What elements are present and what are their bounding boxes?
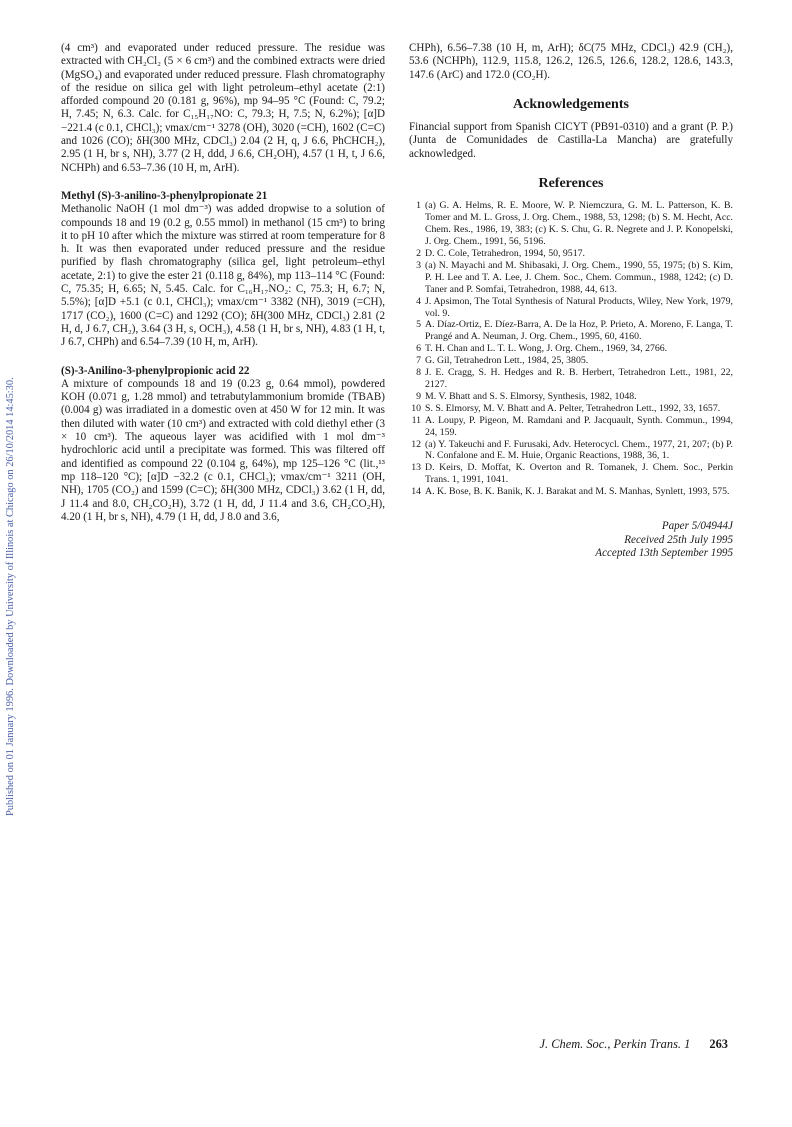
reference-item: [409, 319, 733, 343]
reference-number: 13: [411, 462, 421, 474]
reference-item: [409, 296, 733, 320]
reference-number: 9: [416, 390, 421, 402]
section-body-methyl-ester: Methanolic NaOH (1 mol dm⁻³) was added dropwise to a solution of compounds 18 and 19 (0.2 g, 0.55 mmol) in methanol (15 cm³) to bring it to pH 10 after which the mixture was stirred at room temperature for 8 h. It was then evaporated under reduced pressure and the residue purified by flash chromatography (silica gel, light petroleum–ethyl acetate, 2:1) to give the ester 21 (0.118 g, 84%), mp 113–114 °C (Found: C, 75.35; H, 6.65; N, 5.45. Calc. for C₁₆H₁₇NO₂: C, 75.3; H, 6.7; N, 5.5%); [α]D +5.1 (c 0.1, CHCl₃); νmax/cm⁻¹ 3382 (NH), 3019 (=CH), 1717 (CO₂), 1600 (C=C) and 1292 (CO); δH(300 MHz, CDCl₃) 2.81 (2 H, d, J 6.7, CH₂), 3.64 (3 H, s, OCH₃), 4.58 (1 H, br s, NH), 4.83 (1 H, t, J 6.7, CHPh) and 6.54–7.39 (10 H, m, ArH).: [61, 203, 385, 349]
reference-text: A. K. Bose, B. K. Banik, K. J. Barakat and M. S. Manhas, Synlett, 1993, 575.: [425, 486, 730, 498]
reference-text: M. V. Bhatt and S. S. Elmorsy, Synthesis, 1982, 1048.: [425, 390, 637, 402]
reference-number: 10: [411, 402, 421, 414]
reference-item: [409, 248, 733, 260]
reference-number: 6: [416, 343, 421, 355]
reference-text: S. S. Elmorsy, M. V. Bhatt and A. Pelter, Tetrahedron Lett., 1992, 33, 1657.: [425, 402, 721, 414]
reference-item: [409, 343, 733, 355]
references-heading: References: [538, 176, 604, 192]
reference-number: 12: [411, 438, 421, 450]
reference-text: A. Loupy, P. Pigeon, M. Ramdani and P. Jacquault, Synth. Commun., 1994, 24, 159.: [425, 414, 733, 438]
reference-text: (a) N. Mayachi and M. Shibasaki, J. Org. Chem., 1990, 55, 1975; (b) S. Kim, P. H. Lee and T. A. Lee, J. Chem. Soc., Chem. Commun., 1988, 1242; (c) D. Taner and P. Somfai, Tetrahedron, 1988, 44, 613.: [425, 259, 733, 295]
reference-text: T. H. Chan and L. T. L. Wong, J. Org. Chem., 1969, 34, 2766.: [425, 343, 668, 355]
reference-text: A. Díaz-Ortiz, E. Díez-Barra, A. De la Hoz, P. Prieto, A. Moreno, F. Langa, T. Prangé and A. Neuman, J. Org. Chem., 1995, 60, 4160.: [425, 319, 733, 343]
section-body-acid: A mixture of compounds 18 and 19 (0.23 g, 0.64 mmol), powdered KOH (0.071 g, 1.28 mmol) and tetrabutylammonium bromide (TBAB) (0.004 g) was irradiated in a domestic oven at 450 W for 12 min. It was then diluted with water (10 cm³) and extracted with cold diethyl ether (3 × 10 cm³). The aqueous layer was acidified with 1 mol dm⁻³ hydrochloric acid until a precipitate was formed. This was filtered off and identified as compound 22 (0.104 g, 64%), mp 125–126 °C (lit.,¹³ mp 118–120 °C); [α]D −32.2 (c 0.1, CHCl₃); νmax/cm⁻¹ 3211 (OH, NH), 1705 (CO₂) and 1599 (C=C); δH(300 MHz, CDCl₃) 3.62 (1 H, dd, J 11.4 and 8.0, CH₂CO₂H), 3.72 (1 H, dd, J 11.4 and 3.6, CH₂CO₂H), 4.20 (1 H, br s, NH), 4.79 (1 H, dd, J 8.0 and 3.6,: [61, 377, 385, 523]
reference-text: D. Keirs, D. Moffat, K. Overton and R. Tomanek, J. Chem. Soc., Perkin Trans. 1, 1991, 1041.: [425, 462, 733, 486]
reference-item: [409, 367, 733, 391]
paper-id: Paper 5/04944J: [661, 520, 733, 533]
reference-number: 8: [416, 367, 421, 379]
reference-item: [409, 486, 733, 498]
reference-number: 11: [411, 414, 421, 426]
reference-item: [409, 260, 733, 296]
acknowledgements-heading: Acknowledgements: [513, 96, 629, 112]
reference-number: 3: [416, 259, 421, 271]
acknowledgements-body: Financial support from Spanish CICYT (PB91-0310) and a grant (P. P.) (Junta de Comunidades de Castilla-La Mancha) are gratefully acknowledged.: [409, 121, 733, 160]
section-heading-methyl-ester: Methyl (S)-3-anilino-3-phenylpropionate 21: [61, 189, 268, 202]
reference-text: J. Apsimon, The Total Synthesis of Natural Products, Wiley, New York, 1979, vol. 9.: [425, 295, 733, 319]
reference-item: [409, 462, 733, 486]
reference-number: 4: [416, 295, 421, 307]
reference-text: (a) Y. Takeuchi and F. Furusaki, Adv. Heterocycl. Chem., 1977, 21, 207; (b) P. N. Confalone and E. M. Huie, Organic Reactions, 1988, 36, 1.: [425, 438, 733, 462]
journal-name: J. Chem. Soc., Perkin Trans. 1: [539, 1037, 691, 1051]
reference-number: 5: [416, 319, 421, 331]
reference-number: 1: [416, 200, 421, 212]
reference-number: 2: [416, 248, 421, 259]
reference-number: 14: [411, 486, 421, 498]
accepted-date: Accepted 13th September 1995: [595, 547, 733, 560]
intro-paragraph: (4 cm³) and evaporated under reduced pressure. The residue was extracted with CH₂Cl₂ (5 × 6 cm³) and the combined extracts were dried (MgSO₄) and evaporated under reduced pressure. Flash chromatography of the residue on silica gel with light petroleum–ethyl acetate (2:1) afforded compound 20 (0.181 g, 96%), mp 94–95 °C (Found: C, 79.2; H, 7.45; N, 6.3. Calc. for C₁₅H₁₇NO: C, 79.3; H, 7.5; N, 6.2%); [α]D −221.4 (c 0.1, CHCl₃); νmax/cm⁻¹ 3278 (OH), 3020 (=CH), 1602 (C=C) and 1026 (CO); δH(300 MHz, CDCl₃) 2.04 (2 H, q, J 6.6, PhCHCH₂), 2.95 (1 H, br s, NH), 3.77 (2 H, ddd, J 6.6, CH₂OH), 4.57 (1 H, t, J 6.6, NCHPh) and 6.53–7.36 (10 H, m, ArH).: [61, 42, 385, 174]
reference-item: [409, 355, 733, 367]
reference-item: [409, 403, 733, 415]
reference-item: [409, 391, 733, 403]
right-column: [409, 42, 733, 561]
reference-text: (a) G. A. Helms, R. E. Moore, W. P. Niemczura, G. M. L. Patterson, K. B. Tomer and M. L. Gross, J. Org. Chem., 1988, 53, 1298; (b) S. M. Hecht, Acc. Chem. Res., 1986, 19, 383; (c) K. S. Chu, G. R. Negrete and J. P. Konopelski, J. Org. Chem., 1991, 56, 5196.: [425, 200, 733, 248]
continuation-paragraph: CHPh), 6.56–7.38 (10 H, m, ArH); δC(75 MHz, CDCl₃) 42.9 (CH₂), 53.6 (NCHPh), 112.9, 115.8, 126.2, 126.5, 126.6, 128.2, 128.6, 143.3, 147.6 (ArC) and 172.0 (CO₂H).: [409, 42, 733, 81]
page-number: 263: [709, 1037, 728, 1051]
download-watermark: [3, 200, 19, 820]
reference-item: [409, 200, 733, 248]
reference-item: [409, 439, 733, 463]
page-footer: [540, 1037, 728, 1052]
section-heading-acid: (S)-3-Anilino-3-phenylpropionic acid 22: [61, 364, 250, 377]
reference-text: J. E. Cragg, S. H. Hedges and R. B. Herbert, Tetrahedron Lett., 1981, 22, 2127.: [425, 367, 733, 390]
received-date: Received 25th July 1995: [624, 533, 733, 546]
reference-text: G. Gil, Tetrahedron Lett., 1984, 25, 3805.: [425, 355, 589, 367]
reference-number: 7: [416, 355, 421, 367]
reference-text: D. C. Cole, Tetrahedron, 1994, 50, 9517.: [425, 248, 585, 259]
paper-meta: [409, 520, 733, 561]
left-column: [61, 42, 385, 524]
reference-item: [409, 415, 733, 439]
watermark-text: Published on 01 January 1996. Downloaded by University of Illinois at Chicago on 26/10/2014 14:45:30.: [5, 377, 16, 816]
references-list: [409, 200, 733, 498]
